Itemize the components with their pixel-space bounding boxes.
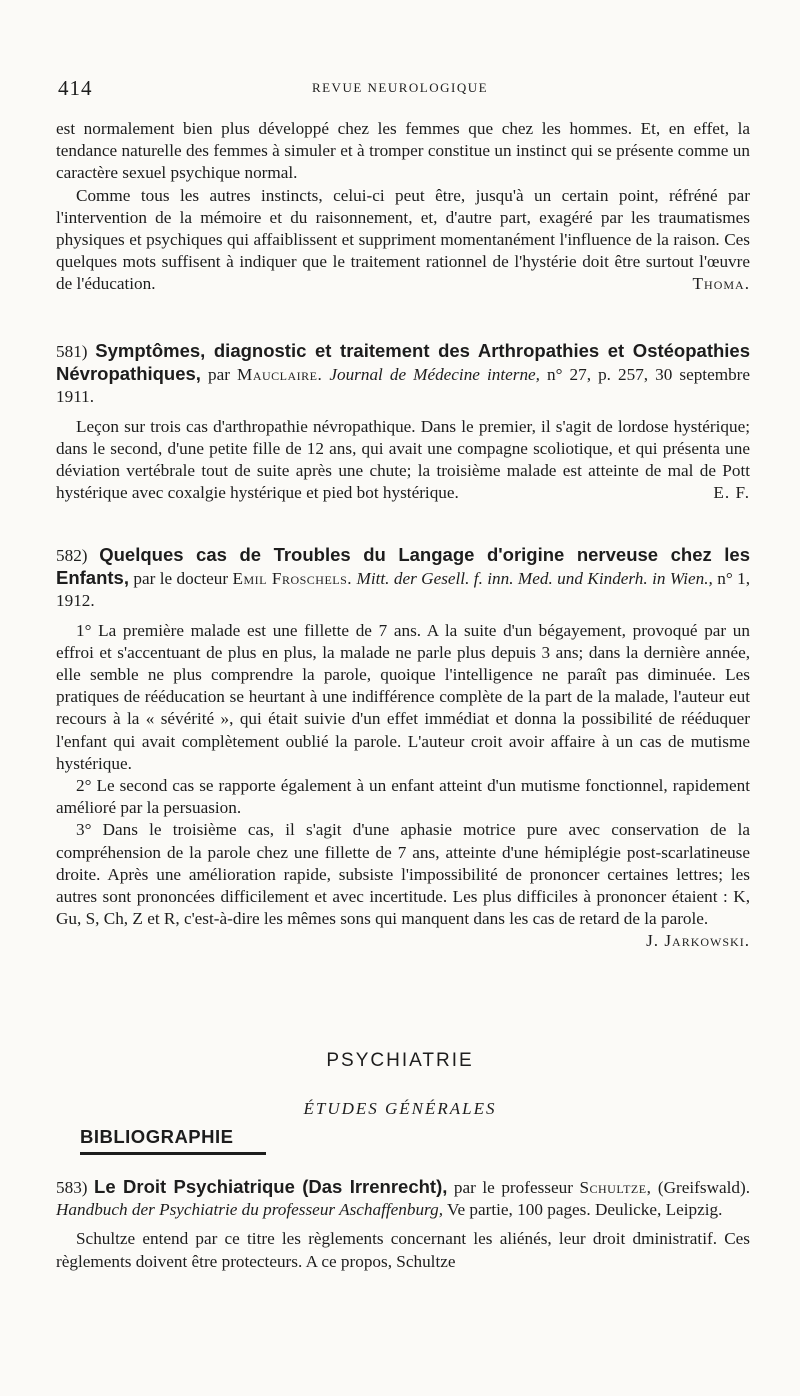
paragraph xyxy=(56,416,750,505)
entry-author: Emil Froschels. xyxy=(232,569,353,589)
entry-author: Schultze, xyxy=(579,1178,652,1197)
page-header xyxy=(58,76,742,102)
abstract-582 xyxy=(56,544,750,953)
bibliography-rule xyxy=(80,1152,266,1155)
entry-by: par le docteur xyxy=(133,569,229,589)
page-number: 414 xyxy=(58,76,93,100)
entry-number: 581) xyxy=(56,342,88,361)
entry-by: par le professeur xyxy=(453,1178,573,1197)
entry-number: 583) xyxy=(56,1178,88,1197)
entry-number: 582) xyxy=(56,546,88,565)
entry-heading xyxy=(56,544,750,613)
paragraph-text: 3° Dans le troisième cas, il s'agit d'une aphasie motrice pure avec conservation de la compréhension de la parole chez une fillette de 7 ans, atteinte d'une hémiplégie post-scarlatineuse droite. Après une amélioration rapide, subsiste l'impossibilité de prononcer certaines lettres; les autres sont prononcées difficilement et avec incertitude. Les plus difficiles à prononcer étaient : K, Gu, S, Ch, Z et R, c'est-à-dire les mêmes sons qui manquent dans les cas de retard de la parole. xyxy=(56,820,750,929)
abstract-583 xyxy=(56,1176,750,1273)
paragraph xyxy=(56,819,750,951)
entry-journal: Handbuch der Psychiatrie du professeur Aschaffenburg, xyxy=(56,1200,443,1220)
entry-title: Quelques cas de Troubles du Langage d'origine nerveuse chez les Enfants, xyxy=(56,544,751,589)
abstract-581 xyxy=(56,340,750,504)
paragraph-text: Leçon sur trois cas d'arthropathie névropathique. Dans le premier, il s'agit de lordose hystérique; dans le second, d'une petite fille de 12 ans, qui avait une compagne scoliotique, et qui présenta une déviation vertébrale tout de suite après une chute; la troisième malade est atteinte de mal de Pott hystérique avec coxalgie hystérique et pied bot hystérique. xyxy=(56,416,750,503)
entry-author: Mauclaire. xyxy=(237,365,323,385)
entry-title: Symptômes, diagnostic et traitement des Arthropathies et Ostéopathies Névropathiques, xyxy=(56,340,751,385)
entry-journal: Journal de Médecine interne, xyxy=(329,365,540,385)
continuation-block xyxy=(56,118,750,296)
entry-title: Le Droit Psychiatrique (Das Irrenrecht), xyxy=(94,1176,448,1197)
section-subheading: ÉTUDES GÉNÉRALES xyxy=(303,1099,497,1118)
entry-reference: n° 1, 1912. xyxy=(56,569,750,611)
paragraph: est normalement bien plus développé chez les femmes que chez les hommes. Et, en effet, la tendance naturelle des femmes à simuler et à tromper constitue un instinct qui se présente comme un caractère sexuel psychique normal. xyxy=(56,119,750,183)
signature: E. F. xyxy=(713,483,750,503)
entry-heading xyxy=(56,340,750,409)
entry-reference: Ve partie, 100 pages. Deulicke, Leipzig. xyxy=(447,1200,723,1220)
bibliography-heading: BIBLIOGRAPHIE xyxy=(80,1126,234,1147)
signature: Thoma. xyxy=(692,274,750,294)
paragraph: 2° Le second cas se rapporte également à un enfant atteint d'un mutisme fonctionnel, rapidement amélioré par la persuasion. xyxy=(56,776,750,818)
entry-place: (Greifswald). xyxy=(657,1178,751,1197)
entry-journal: Mitt. der Gesell. f. inn. Med. und Kinderh. in Wien., xyxy=(356,569,713,589)
running-title: REVUE NEUROLOGIQUE xyxy=(311,80,489,95)
paragraph: Schultze entend par ce titre les règlements concernant les aliénés, leur droit dministratif. Ces règlements doivent être protecteurs. A ce propos, Schultze xyxy=(56,1229,750,1271)
section-heading: PSYCHIATRIE xyxy=(326,1050,474,1071)
paragraph-text: Comme tous les autres instincts, celui-ci peut être, jusqu'à un certain point, réfréné par l'intervention de la mémoire et du raisonnement, et, d'autre part, exagéré par les traumatismes physiques et psychiques qui affaiblissent et suppriment momentanément l'influence de la raison. Ces quelques mots suffisent à indiquer que le traitement rationnel de l'hystérie doit être surtout l'œuvre de l'éducation. xyxy=(56,185,750,294)
entry-reference: n° 27, p. 257, 30 septembre 1911. xyxy=(56,365,751,407)
paragraph: 1° La première malade est une fillette de 7 ans. A la suite d'un bégayement, provoqué par un effroi et s'accentuant de plus en plus, la malade ne parle plus depuis 3 ans; dans la dernière année, elle semble ne plus comprendre la parole, quoique l'intelligence ne paraît pas diminuée. Les pratiques de rééducation se heurtant à une indifférence complète de la part de la malade, l'auteur eut recours à la « sévérité », qui était suivie d'un effet immédiat et donna la possibilité de rééduquer l'enfant qui avait complètement oublié la parole. L'auteur croit avoir affaire à un cas de mutisme hystérique. xyxy=(56,620,750,773)
paragraph xyxy=(56,185,750,296)
signature: J. Jarkowski. xyxy=(646,931,750,951)
entry-heading xyxy=(56,1176,750,1221)
entry-by: par xyxy=(208,365,230,385)
